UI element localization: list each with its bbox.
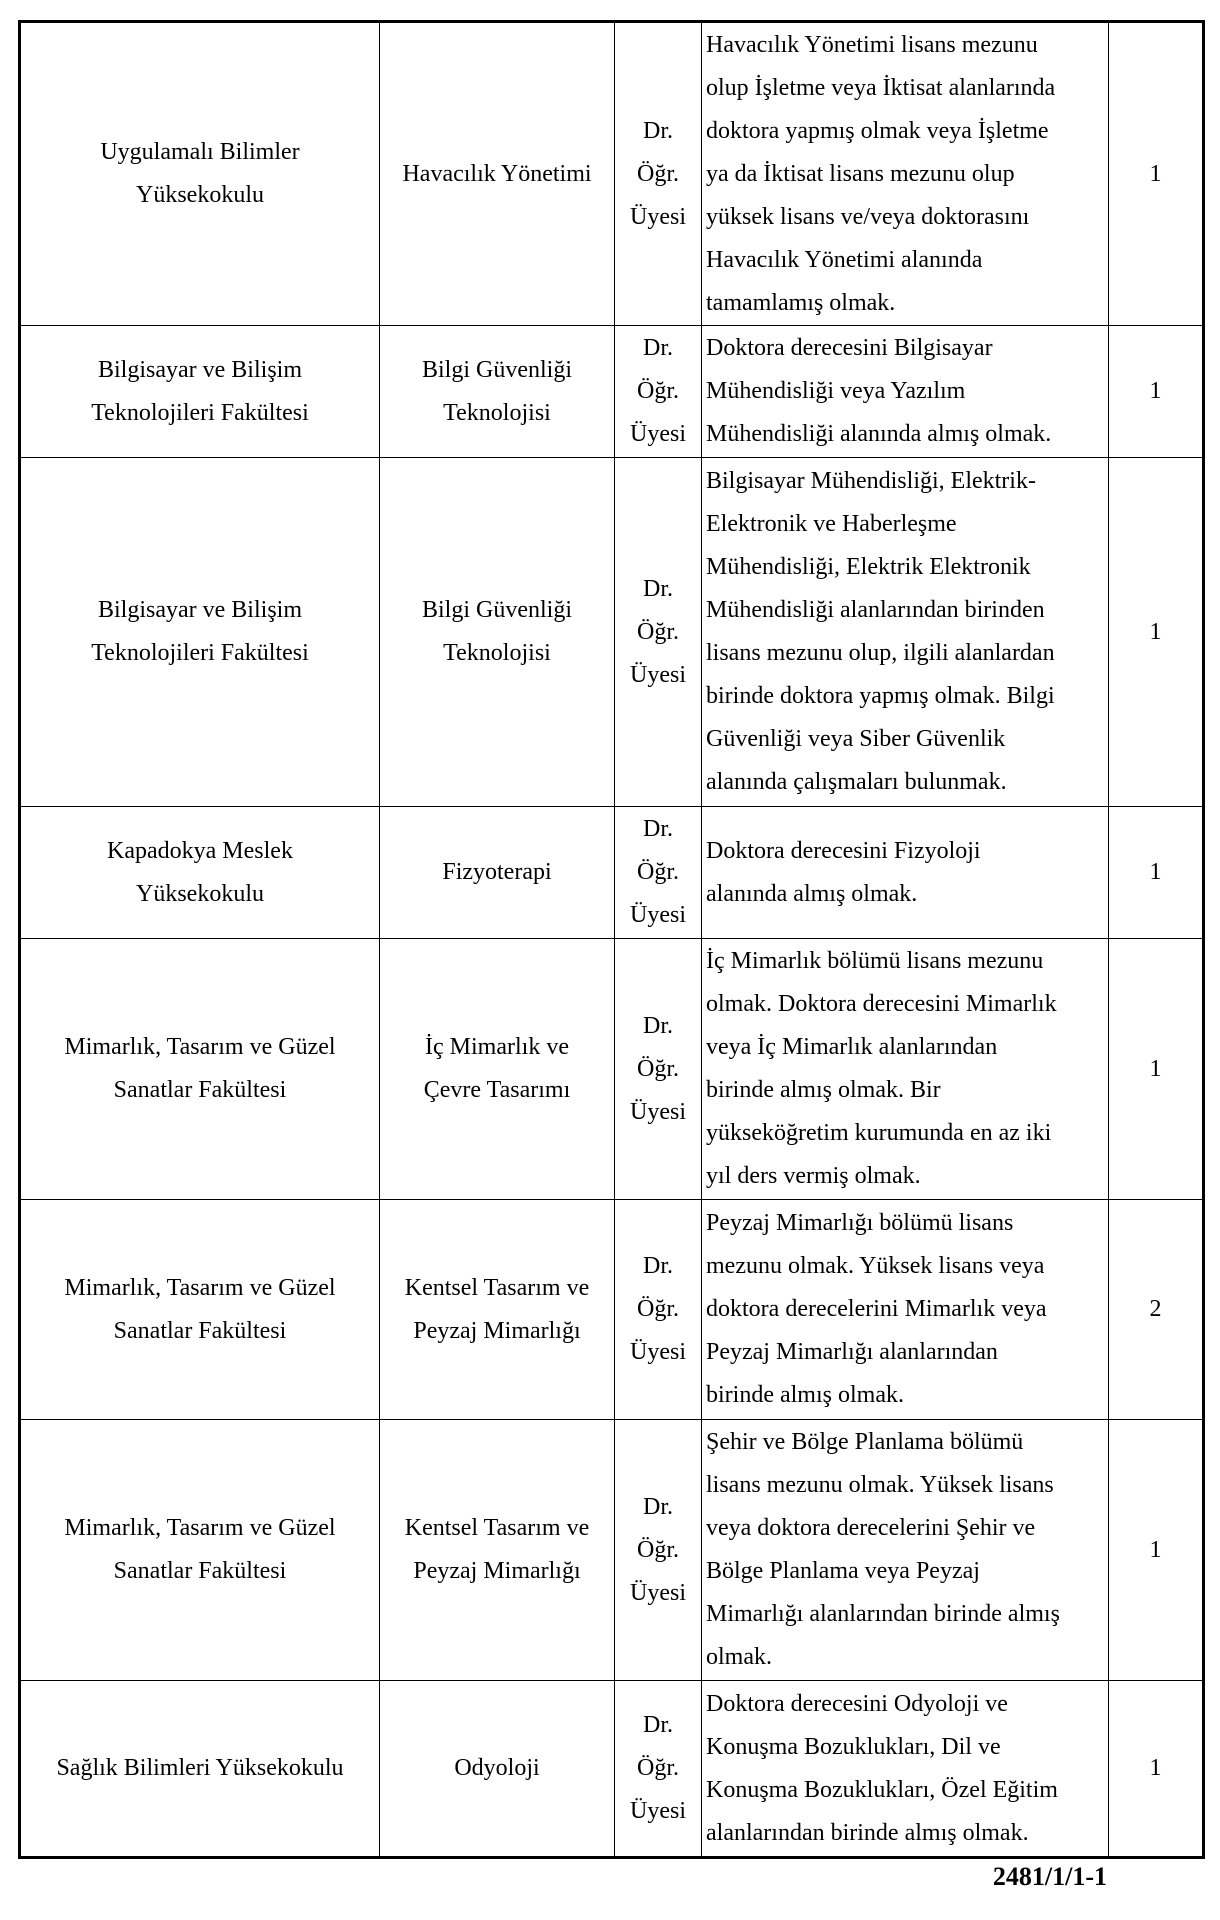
requirements-line: Mühendisliği alanlarından birinden	[706, 597, 1045, 623]
title-line: Dr.	[643, 816, 673, 842]
title-line: Öğr.	[637, 1536, 679, 1563]
requirements-cell	[702, 326, 1109, 458]
requirements-line: mezunu olmak. Yüksek lisans veya	[706, 1253, 1045, 1279]
requirements-line: doktora derecelerini Mimarlık veya	[706, 1296, 1047, 1322]
requirements-line: Mühendisliği veya Yazılım	[706, 378, 966, 404]
title-cell	[615, 807, 702, 939]
title-line: Üyesi	[630, 421, 686, 447]
requirements-cell	[702, 1420, 1109, 1681]
title-line: Üyesi	[630, 661, 686, 688]
requirements-line: alanında almış olmak.	[706, 880, 918, 907]
requirements-line: veya doktora derecelerini Şehir ve	[706, 1515, 1036, 1541]
table-row	[20, 807, 1204, 939]
unit-cell	[20, 1200, 380, 1420]
requirements-line: doktora yapmış olmak veya İşletme	[706, 117, 1049, 144]
table-row	[20, 939, 1204, 1200]
title-line: Öğr.	[637, 859, 679, 885]
unit-cell	[20, 326, 380, 458]
department-cell	[380, 1420, 615, 1681]
unit-cell	[20, 1681, 380, 1858]
requirements-line: birinde doktora yapmış olmak. Bilgi	[706, 683, 1055, 709]
requirements-line: Konuşma Bozuklukları, Dil ve	[706, 1733, 1001, 1760]
unit-cell	[20, 458, 380, 807]
requirements-cell	[702, 807, 1109, 939]
title-line: Üyesi	[630, 1098, 686, 1125]
department-cell	[380, 1200, 615, 1420]
positions-table	[18, 20, 1205, 1859]
title-line: Üyesi	[630, 203, 686, 230]
department-cell	[380, 939, 615, 1200]
title-line: Öğr.	[637, 1755, 679, 1781]
unit-line: Teknolojileri Fakültesi	[91, 640, 309, 666]
title-line: Dr.	[643, 575, 673, 602]
unit-line: Kapadokya Meslek	[107, 837, 293, 864]
unit-line: Uygulamalı Bilimler	[100, 139, 300, 165]
department-line: Bilgi Güvenliği	[422, 356, 572, 383]
title-line: Öğr.	[637, 160, 679, 187]
requirements-line: Peyzaj Mimarlığı bölümü lisans	[706, 1210, 1014, 1236]
unit-line: Bilgisayar ve Bilişim	[98, 356, 302, 383]
title-line: Üyesi	[630, 1339, 686, 1365]
unit-cell	[20, 939, 380, 1200]
requirements-line: olmak.	[706, 1644, 772, 1670]
unit-line: Sağlık Bilimleri Yüksekokulu	[56, 1755, 344, 1781]
department-line: Peyzaj Mimarlığı	[413, 1558, 581, 1584]
requirements-line: Konuşma Bozuklukları, Özel Eğitim	[706, 1776, 1058, 1803]
requirements-line: Elektronik ve Haberleşme	[706, 511, 957, 537]
requirements-line: Peyzaj Mimarlığı alanlarından	[706, 1339, 998, 1365]
requirements-line: Mimarlığı alanlarından birinde almış	[706, 1601, 1060, 1627]
department-cell	[380, 326, 615, 458]
document-reference: 2481/1/1-1	[992, 1862, 1107, 1891]
department-cell	[380, 807, 615, 939]
unit-line: Teknolojileri Fakültesi	[91, 399, 309, 426]
title-line: Dr.	[643, 1012, 673, 1039]
title-line: Dr.	[643, 117, 673, 144]
department-line: İç Mimarlık ve	[425, 1034, 569, 1060]
requirements-line: Havacılık Yönetimi alanında	[706, 246, 983, 273]
requirements-line: Şehir ve Bölge Planlama bölümü	[706, 1429, 1024, 1455]
table-row	[20, 1200, 1204, 1420]
requirements-line: lisans mezunu olup, ilgili alanlardan	[706, 640, 1055, 666]
unit-cell	[20, 22, 380, 326]
title-line: Dr.	[643, 335, 673, 361]
department-line: Bilgi Güvenliği	[422, 597, 572, 623]
title-line: Dr.	[643, 1253, 673, 1279]
department-line: Odyoloji	[454, 1755, 540, 1781]
department-line: Havacılık Yönetimi	[402, 160, 592, 187]
title-line: Öğr.	[637, 378, 679, 404]
title-line: Öğr.	[637, 1055, 679, 1082]
count-cell: 1	[1109, 326, 1204, 458]
requirements-line: yükseköğretim kurumunda en az iki	[706, 1120, 1052, 1146]
requirements-line: yüksek lisans ve/veya doktorasını	[706, 203, 1030, 230]
count-cell: 1	[1109, 1681, 1204, 1858]
count-cell: 1	[1109, 458, 1204, 807]
count-cell: 1	[1109, 807, 1204, 939]
title-cell	[615, 458, 702, 807]
requirements-line: Mühendisliği alanında almış olmak.	[706, 421, 1052, 447]
requirements-line: alanlarından birinde almış olmak.	[706, 1819, 1029, 1846]
table-row	[20, 458, 1204, 807]
requirements-cell	[702, 458, 1109, 807]
count-cell: 1	[1109, 939, 1204, 1200]
requirements-line: olmak. Doktora derecesini Mimarlık	[706, 991, 1057, 1017]
title-cell	[615, 939, 702, 1200]
department-line: Çevre Tasarımı	[423, 1077, 571, 1103]
unit-line: Sanatlar Fakültesi	[113, 1317, 287, 1344]
requirements-line: ya da İktisat lisans mezunu olup	[706, 160, 1015, 187]
requirements-cell	[702, 939, 1109, 1200]
requirements-line: Havacılık Yönetimi lisans mezunu	[706, 31, 1038, 58]
count-cell: 1	[1109, 22, 1204, 326]
unit-line: Yüksekokulu	[136, 880, 264, 907]
requirements-cell	[702, 1681, 1109, 1858]
title-line: Dr.	[643, 1493, 673, 1520]
requirements-line: Doktora derecesini Bilgisayar	[706, 335, 993, 361]
title-line: Dr.	[643, 1712, 673, 1738]
unit-line: Mimarlık, Tasarım ve Güzel	[64, 1034, 336, 1060]
department-line: Peyzaj Mimarlığı	[413, 1317, 581, 1344]
title-cell	[615, 22, 702, 326]
requirements-line: Bilgisayar Mühendisliği, Elektrik-	[706, 468, 1036, 494]
department-cell	[380, 1681, 615, 1858]
department-line: Teknolojisi	[443, 640, 551, 666]
unit-line: Bilgisayar ve Bilişim	[98, 597, 302, 623]
count-cell: 2	[1109, 1200, 1204, 1420]
requirements-line: Doktora derecesini Odyoloji ve	[706, 1690, 1008, 1717]
department-cell	[380, 458, 615, 807]
requirements-line: Bölge Planlama veya Peyzaj	[706, 1558, 980, 1584]
requirements-line: veya İç Mimarlık alanlarından	[706, 1034, 998, 1060]
table-row	[20, 326, 1204, 458]
requirements-line: Mühendisliği, Elektrik Elektronik	[706, 554, 1031, 580]
unit-line: Yüksekokulu	[136, 182, 264, 208]
department-cell	[380, 22, 615, 326]
table-row	[20, 22, 1204, 326]
department-line: Kentsel Tasarım ve	[404, 1274, 590, 1301]
department-line: Fizyoterapi	[442, 859, 552, 885]
requirements-line: Doktora derecesini Fizyoloji	[706, 837, 981, 864]
requirements-cell	[702, 22, 1109, 326]
title-line: Öğr.	[637, 1296, 679, 1322]
requirements-line: lisans mezunu olmak. Yüksek lisans	[706, 1472, 1054, 1498]
requirements-line: olup İşletme veya İktisat alanlarında	[706, 74, 1056, 101]
unit-line: Sanatlar Fakültesi	[113, 1558, 287, 1584]
title-line: Üyesi	[630, 1579, 686, 1606]
requirements-line: yıl ders vermiş olmak.	[706, 1163, 921, 1189]
department-line: Kentsel Tasarım ve	[404, 1515, 590, 1541]
requirements-line: Güvenliği veya Siber Güvenlik	[706, 726, 1006, 752]
department-line: Teknolojisi	[443, 399, 551, 426]
title-cell	[615, 1420, 702, 1681]
title-cell	[615, 1681, 702, 1858]
title-line: Üyesi	[630, 1798, 686, 1824]
count-cell: 1	[1109, 1420, 1204, 1681]
unit-line: Sanatlar Fakültesi	[113, 1077, 287, 1103]
requirements-line: alanında çalışmaları bulunmak.	[706, 769, 1007, 795]
title-line: Üyesi	[630, 902, 686, 928]
unit-line: Mimarlık, Tasarım ve Güzel	[64, 1274, 336, 1301]
table-row	[20, 1681, 1204, 1858]
title-cell	[615, 326, 702, 458]
table-row	[20, 1420, 1204, 1681]
requirements-cell	[702, 1200, 1109, 1420]
requirements-line: İç Mimarlık bölümü lisans mezunu	[706, 948, 1044, 974]
requirements-line: birinde almış olmak. Bir	[706, 1077, 941, 1103]
requirements-line: birinde almış olmak.	[706, 1382, 904, 1408]
unit-cell	[20, 807, 380, 939]
unit-line: Mimarlık, Tasarım ve Güzel	[64, 1515, 336, 1541]
title-line: Öğr.	[637, 618, 679, 645]
title-cell	[615, 1200, 702, 1420]
requirements-line: tamamlamış olmak.	[706, 289, 896, 316]
unit-cell	[20, 1420, 380, 1681]
